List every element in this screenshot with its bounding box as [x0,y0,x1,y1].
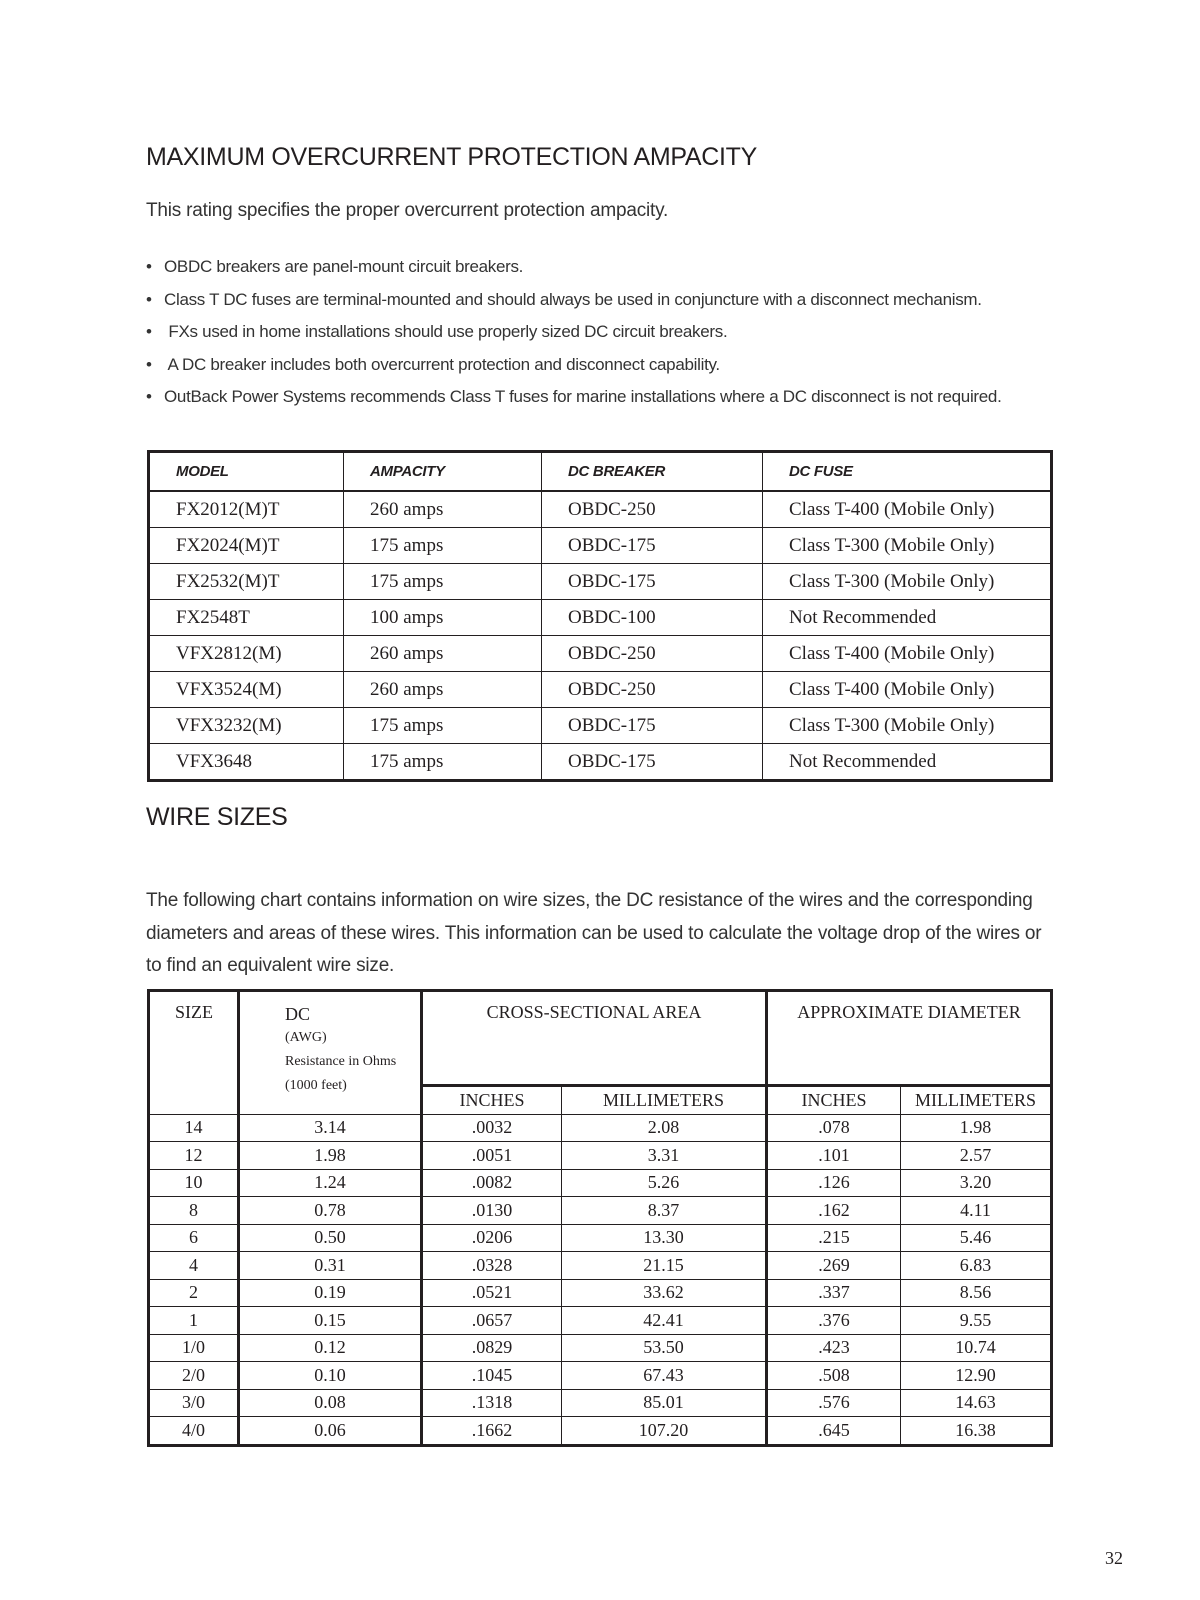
cell-dc-resistance: 0.12 [239,1334,422,1362]
col-header-ampacity: AMPACITY [344,452,542,492]
table-row [149,491,1052,528]
cell-diameter-inches: .576 [767,1389,901,1417]
table-row [149,600,1052,636]
cell-dc-breaker: OBDC-175 [542,744,763,781]
cell-model: FX2548T [149,600,344,636]
overcurrent-notes [146,251,1002,414]
cell-area-inches: .0206 [422,1224,562,1252]
cell-dc-resistance: 1.98 [239,1142,422,1170]
cell-dc-resistance: 0.15 [239,1307,422,1335]
cell-area-millimeters: 67.43 [562,1362,767,1390]
cell-diameter-inches: .508 [767,1362,901,1390]
col-header-size: SIZE [149,991,239,1115]
cell-dc-resistance: 1.24 [239,1169,422,1197]
cell-dc-resistance: 0.06 [239,1417,422,1446]
cell-diameter-millimeters: 3.20 [901,1169,1052,1197]
note-item: • A DC breaker includes both overcurrent protection and disconnect capability. [146,349,1002,382]
cell-area-millimeters: 53.50 [562,1334,767,1362]
note-item: • Class T DC fuses are terminal-mounted and should always be used in conjuncture with a disconnect mechanism. [146,284,1002,317]
wire-sizes-table [147,989,1053,1447]
cell-diameter-millimeters: 14.63 [901,1389,1052,1417]
note-item: • OBDC breakers are panel-mount circuit breakers. [146,251,1002,284]
bullet-icon: • [146,257,152,276]
table-row [149,636,1052,672]
cell-dc-fuse: Class T-300 (Mobile Only) [763,528,1052,564]
table-row [149,564,1052,600]
cell-model: VFX3232(M) [149,708,344,744]
wire-sizes-table-body [149,1114,1052,1445]
cell-size: 8 [149,1197,239,1225]
overcurrent-table-body [149,491,1052,781]
cell-model: VFX3524(M) [149,672,344,708]
col-group-cross-sectional-area: CROSS-SECTIONAL AREA [422,991,767,1086]
cell-size: 3/0 [149,1389,239,1417]
table-row [149,708,1052,744]
cell-size: 1 [149,1307,239,1335]
cell-diameter-inches: .376 [767,1307,901,1335]
col-header-dc-breaker: DC BREAKER [542,452,763,492]
cell-size: 12 [149,1142,239,1170]
cell-area-inches: .0082 [422,1169,562,1197]
cell-area-inches: .0051 [422,1142,562,1170]
wire-sizes-intro: The following chart contains information on wire sizes, the DC resistance of the wires and the corresponding diameters and areas of these wires. This information can be used to calculate the voltage drop of the wires or to find an equivalent wire size. [146,890,1042,976]
cell-size: 4/0 [149,1417,239,1446]
cell-dc-breaker: OBDC-250 [542,491,763,528]
cell-diameter-inches: .423 [767,1334,901,1362]
cell-area-millimeters: 8.37 [562,1197,767,1225]
cell-area-inches: .0130 [422,1197,562,1225]
cell-dc-resistance: 0.10 [239,1362,422,1390]
cell-model: FX2012(M)T [149,491,344,528]
cell-diameter-millimeters: 16.38 [901,1417,1052,1446]
cell-dc-resistance: 3.14 [239,1114,422,1142]
cell-dc-breaker: OBDC-100 [542,600,763,636]
cell-area-inches: .0657 [422,1307,562,1335]
cell-model: FX2532(M)T [149,564,344,600]
cell-diameter-millimeters: 5.46 [901,1224,1052,1252]
cell-area-inches: .0032 [422,1114,562,1142]
cell-size: 4 [149,1252,239,1280]
cell-area-inches: .1318 [422,1389,562,1417]
col-header-model: MODEL [149,452,344,492]
cell-diameter-inches: .215 [767,1224,901,1252]
cell-area-millimeters: 21.15 [562,1252,767,1280]
table-row [149,1114,1052,1142]
cell-diameter-inches: .078 [767,1114,901,1142]
cell-diameter-millimeters: 2.57 [901,1142,1052,1170]
note-item: • FXs used in home installations should use properly sized DC circuit breakers. [146,316,1002,349]
cell-ampacity: 175 amps [344,744,542,781]
cell-diameter-millimeters: 4.11 [901,1197,1052,1225]
cell-area-inches: .0521 [422,1279,562,1307]
table-row [149,1307,1052,1335]
col-header-diameter-millimeters: MILLIMETERS [901,1086,1052,1115]
cell-ampacity: 260 amps [344,672,542,708]
cell-diameter-millimeters: 6.83 [901,1252,1052,1280]
cell-size: 10 [149,1169,239,1197]
cell-size: 2 [149,1279,239,1307]
overcurrent-intro: This rating specifies the proper overcurrent protection ampacity. [146,200,669,221]
cell-dc-fuse: Class T-300 (Mobile Only) [763,708,1052,744]
cell-dc-breaker: OBDC-250 [542,636,763,672]
table-row [149,1389,1052,1417]
table-row [149,1334,1052,1362]
cell-area-millimeters: 85.01 [562,1389,767,1417]
overcurrent-table [147,450,1053,782]
cell-area-millimeters: 42.41 [562,1307,767,1335]
cell-area-millimeters: 33.62 [562,1279,767,1307]
table-row [149,744,1052,781]
table-row [149,672,1052,708]
cell-diameter-millimeters: 1.98 [901,1114,1052,1142]
col-header-dc-fuse: DC FUSE [763,452,1052,492]
overcurrent-title: MAXIMUM OVERCURRENT PROTECTION AMPACITY [146,143,758,171]
table-row [149,1169,1052,1197]
cell-diameter-millimeters: 9.55 [901,1307,1052,1335]
cell-dc-breaker: OBDC-175 [542,564,763,600]
cell-model: FX2024(M)T [149,528,344,564]
wire-sizes-title: WIRE SIZES [146,803,288,831]
cell-ampacity: 175 amps [344,528,542,564]
cell-ampacity: 260 amps [344,636,542,672]
cell-dc-resistance: 0.78 [239,1197,422,1225]
cell-diameter-inches: .337 [767,1279,901,1307]
bullet-icon: • [146,322,152,341]
cell-dc-resistance: 0.08 [239,1389,422,1417]
bullet-icon: • [146,289,152,309]
cell-model: VFX2812(M) [149,636,344,672]
table-row [149,1279,1052,1307]
cell-ampacity: 260 amps [344,491,542,528]
cell-area-inches: .0328 [422,1252,562,1280]
cell-diameter-millimeters: 8.56 [901,1279,1052,1307]
cell-diameter-inches: .269 [767,1252,901,1280]
note-item: • OutBack Power Systems recommends Class T fuses for marine installations where a DC disconnect is not required. [146,381,1002,414]
cell-dc-fuse: Not Recommended [763,600,1052,636]
bullet-icon: • [146,387,152,406]
cell-diameter-inches: .101 [767,1142,901,1170]
cell-size: 6 [149,1224,239,1252]
col-header-area-inches: INCHES [422,1086,562,1115]
cell-area-millimeters: 3.31 [562,1142,767,1170]
cell-ampacity: 100 amps [344,600,542,636]
table-header-row [149,452,1052,492]
col-header-diameter-inches: INCHES [767,1086,901,1115]
cell-model: VFX3648 [149,744,344,781]
table-header-row [149,991,1052,1086]
cell-diameter-inches: .162 [767,1197,901,1225]
cell-area-millimeters: 5.26 [562,1169,767,1197]
table-row [149,528,1052,564]
cell-area-inches: .1662 [422,1417,562,1446]
cell-dc-fuse: Not Recommended [763,744,1052,781]
cell-size: 2/0 [149,1362,239,1390]
cell-dc-breaker: OBDC-175 [542,708,763,744]
cell-area-millimeters: 107.20 [562,1417,767,1446]
table-row [149,1417,1052,1446]
cell-dc-fuse: Class T-400 (Mobile Only) [763,491,1052,528]
cell-dc-fuse: Class T-400 (Mobile Only) [763,636,1052,672]
cell-diameter-millimeters: 10.74 [901,1334,1052,1362]
cell-dc-fuse: Class T-400 (Mobile Only) [763,672,1052,708]
cell-area-millimeters: 13.30 [562,1224,767,1252]
cell-dc-fuse: Class T-300 (Mobile Only) [763,564,1052,600]
col-header-area-millimeters: MILLIMETERS [562,1086,767,1115]
cell-area-millimeters: 2.08 [562,1114,767,1142]
bullet-icon: • [146,354,152,374]
cell-diameter-inches: .645 [767,1417,901,1446]
table-row [149,1224,1052,1252]
cell-diameter-inches: .126 [767,1169,901,1197]
table-row [149,1252,1052,1280]
cell-dc-resistance: 0.50 [239,1224,422,1252]
cell-size: 1/0 [149,1334,239,1362]
col-header-dc-resistance: DC (AWG) Resistance in Ohms (1000 feet) [239,991,422,1115]
page-number: 32 [1105,1548,1123,1568]
table-row [149,1362,1052,1390]
cell-area-inches: .0829 [422,1334,562,1362]
cell-ampacity: 175 amps [344,708,542,744]
table-row [149,1142,1052,1170]
cell-dc-breaker: OBDC-175 [542,528,763,564]
cell-diameter-millimeters: 12.90 [901,1362,1052,1390]
cell-dc-resistance: 0.19 [239,1279,422,1307]
cell-size: 14 [149,1114,239,1142]
table-row [149,1197,1052,1225]
cell-dc-breaker: OBDC-250 [542,672,763,708]
cell-ampacity: 175 amps [344,564,542,600]
cell-area-inches: .1045 [422,1362,562,1390]
cell-dc-resistance: 0.31 [239,1252,422,1280]
col-group-approximate-diameter: APPROXIMATE DIAMETER [767,991,1052,1086]
